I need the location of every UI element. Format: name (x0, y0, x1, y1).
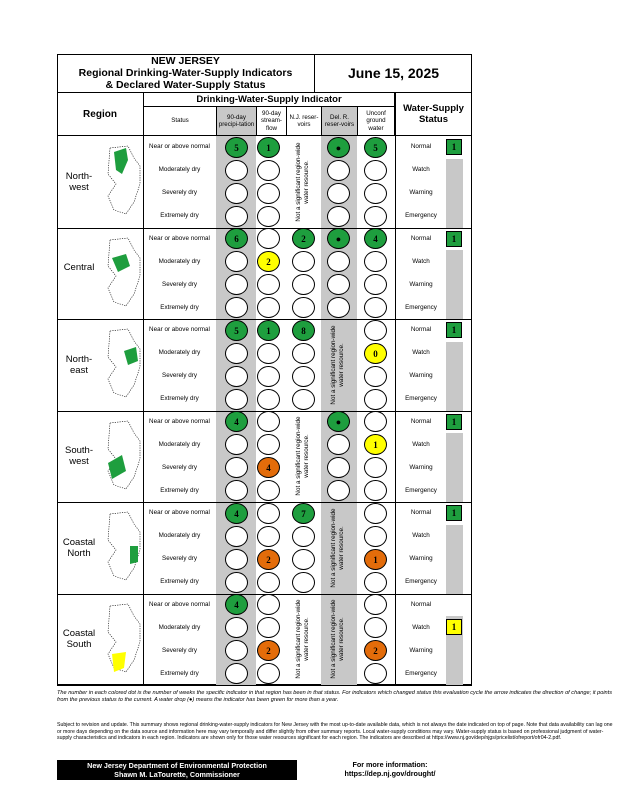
wss-label: Emergency (405, 304, 437, 311)
groundwater-col-header: Unconf ground water (357, 107, 395, 136)
region-name: Coastal North (62, 537, 96, 559)
indicator-dot (364, 297, 387, 318)
indicator-dot (225, 160, 248, 181)
indicator-dot (257, 503, 280, 524)
indicator-dot (364, 526, 387, 547)
status-label: Moderately dry (158, 624, 201, 631)
status-label: Extremely dry (160, 212, 199, 219)
indicator-dot (225, 480, 248, 501)
indicator-dot (364, 183, 387, 204)
indicator-dot (364, 320, 387, 341)
indicator-dot (327, 457, 350, 478)
status-label: Moderately dry (158, 349, 201, 356)
status-label: Extremely dry (160, 395, 199, 402)
status-label: Moderately dry (158, 441, 201, 448)
water-supply-status-badge: 1 (446, 231, 462, 247)
status-label: Extremely dry (160, 670, 199, 677)
status-label: Near or above normal (149, 143, 210, 150)
region-map-icon (104, 144, 142, 216)
indicator-dot (364, 411, 387, 432)
status-label: Moderately dry (158, 532, 201, 539)
wss-label: Emergency (405, 395, 437, 402)
not-significant-note: Not a significant region-wide water resource. (330, 508, 345, 588)
indicator-dot (327, 251, 350, 272)
wss-label: Warning (409, 555, 433, 562)
indicator-dot: 5 (225, 137, 248, 158)
indicator-dot (327, 480, 350, 501)
indicator-dot (364, 480, 387, 501)
indicator-dot (257, 297, 280, 318)
wss-label: Normal (410, 601, 432, 608)
indicator-dot: 0 (364, 343, 387, 364)
status-label: Severely dry (162, 647, 197, 654)
water-supply-status-badge: 1 (446, 505, 462, 521)
status-label: Near or above normal (149, 235, 210, 242)
wss-label: Normal (410, 509, 432, 516)
wss-label: Emergency (405, 578, 437, 585)
status-label: Near or above normal (149, 509, 210, 516)
indicator-dot (364, 274, 387, 295)
indicator-dot (364, 160, 387, 181)
indicator-dot (225, 183, 248, 204)
wss-label: Watch (412, 349, 430, 356)
indicator-dot (257, 411, 280, 432)
indicator-dot (292, 389, 315, 410)
status-label: Moderately dry (158, 258, 201, 265)
status-label: Near or above normal (149, 326, 210, 333)
wss-label: Emergency (405, 670, 437, 677)
indicator-dot (364, 206, 387, 227)
dws-indicator-header: Drinking-Water-Supply Indicator (143, 93, 395, 107)
status-label: Severely dry (162, 555, 197, 562)
wss-label: Watch (412, 532, 430, 539)
indicator-dot (327, 434, 350, 455)
indicator-dot (225, 366, 248, 387)
indicator-dot (257, 663, 280, 684)
indicator-dot (364, 594, 387, 615)
status-label: Severely dry (162, 281, 197, 288)
indicator-dot (225, 251, 248, 272)
indicator-dot (327, 206, 350, 227)
not-significant-note: Not a significant region-wide water resource. (295, 142, 310, 222)
indicator-dot (292, 366, 315, 387)
status-label: Near or above normal (149, 601, 210, 608)
indicator-dot: 2 (292, 228, 315, 249)
indicator-dot: 4 (225, 594, 248, 615)
indicator-dot (292, 549, 315, 570)
wss-label: Warning (409, 189, 433, 196)
region-name: Central (63, 262, 95, 273)
indicator-dot (225, 663, 248, 684)
indicator-dot (225, 274, 248, 295)
wss-label: Warning (409, 372, 433, 379)
region-map-icon (104, 419, 142, 491)
status-label: Extremely dry (160, 304, 199, 311)
indicator-dot (225, 297, 248, 318)
indicator-dot (257, 480, 280, 501)
indicator-dot: 1 (257, 320, 280, 341)
indicator-dot (225, 526, 248, 547)
indicator-dot: 1 (257, 137, 280, 158)
indicator-dot (257, 434, 280, 455)
indicator-dot (364, 251, 387, 272)
region-name: North- east (65, 354, 93, 376)
indicator-dot (225, 343, 248, 364)
region-map-icon (104, 327, 142, 399)
indicator-dot: 7 (292, 503, 315, 524)
indicator-dot: ● (327, 228, 350, 249)
indicator-dot: 4 (257, 457, 280, 478)
indicator-dot (225, 572, 248, 593)
indicator-dot (364, 572, 387, 593)
status-label: Severely dry (162, 464, 197, 471)
disclaimer: Subject to revision and update. This summary shows regional drinking-water-supply indicators for New Jersey with the most up-to-date available data, which is not always the date indicated on top of page. Note that data availability can lag one or more days depending on the data source and information here may vary temporally and differ slightly from other summary reports. Local water-supply conditions may vary. Water-supply status is based on professional judgment of water-supply characteristics and indicators in each region. Indicators are shown only for those water resources significant for each region. The indicators are described at https://www.nj.gov/dep/njgs/pricelist/ofreport/ofr04-2.pdf. (57, 722, 613, 742)
indicator-dot: 6 (225, 228, 248, 249)
indicator-dot (257, 160, 280, 181)
indicator-dot (257, 572, 280, 593)
indicator-dot (292, 526, 315, 547)
status-label: Severely dry (162, 189, 197, 196)
indicator-dot (257, 594, 280, 615)
indicator-dot (225, 549, 248, 570)
indicator-dot (225, 206, 248, 227)
report-date: June 15, 2025 (315, 54, 472, 93)
region-map-icon (104, 510, 142, 582)
indicator-dot: 4 (225, 411, 248, 432)
indicator-dot (257, 183, 280, 204)
region-header: Region (57, 93, 143, 136)
indicator-dot: 2 (257, 640, 280, 661)
wss-label: Normal (410, 418, 432, 425)
indicator-dot (327, 274, 350, 295)
indicator-dot: 8 (292, 320, 315, 341)
wss-label: Normal (410, 235, 432, 242)
status-label: Near or above normal (149, 418, 210, 425)
indicator-dot (327, 297, 350, 318)
status-col-header: Status (143, 107, 216, 136)
wss-label: Normal (410, 326, 432, 333)
region-name: North- west (65, 171, 93, 193)
not-significant-note: Not a significant region-wide water resource. (295, 599, 310, 679)
wss-label: Emergency (405, 487, 437, 494)
indicator-dot (257, 617, 280, 638)
region-name: South- west (65, 445, 93, 467)
indicator-dot (225, 389, 248, 410)
region-name: Coastal South (62, 628, 96, 650)
page-title: NEW JERSEY Regional Drinking-Water-Supply Indicators & Declared Water-Supply Status (57, 54, 315, 93)
status-label: Extremely dry (160, 578, 199, 585)
nj-reservoirs-col-header: N.J. reser-voirs (286, 107, 321, 136)
water-supply-status-badge: 1 (446, 414, 462, 430)
not-significant-note: Not a significant region-wide water resource. (295, 416, 310, 496)
indicator-dot: 2 (364, 640, 387, 661)
indicator-dot (364, 389, 387, 410)
indicator-dot: 2 (257, 549, 280, 570)
status-label: Severely dry (162, 372, 197, 379)
wss-label: Emergency (405, 212, 437, 219)
indicator-dot: 4 (364, 228, 387, 249)
indicator-dot (225, 640, 248, 661)
region-map-icon (104, 602, 142, 674)
indicator-dot (364, 617, 387, 638)
indicator-dot: 5 (225, 320, 248, 341)
indicator-dot (257, 526, 280, 547)
indicator-dot (364, 366, 387, 387)
indicator-dot (327, 160, 350, 181)
footnote: The number in each colored dot is the number of weeks the specific indicator in that region has been in that status. For indicators which changed status this evaluation cycle the arrow indicates the direction of change; it points from the previous status to the current. A water drop (●) means the indicator has been green for more than a year. (57, 690, 613, 703)
indicator-dot: ● (327, 411, 350, 432)
region-map-icon (104, 236, 142, 308)
indicator-dot (364, 503, 387, 524)
indicator-dot (292, 572, 315, 593)
agency-banner: New Jersey Department of Environmental Protection Shawn M. LaTourette, Commissioner (57, 760, 297, 780)
more-info: For more information: https://dep.nj.gov/drought/ (330, 760, 450, 778)
del-reservoirs-col-header: Del. R. reser-voirs (321, 107, 357, 136)
indicator-dot (292, 274, 315, 295)
indicator-dot (257, 343, 280, 364)
indicator-dot (257, 274, 280, 295)
wss-label: Warning (409, 464, 433, 471)
indicator-dot (257, 228, 280, 249)
indicator-dot: ● (327, 137, 350, 158)
indicator-dot (225, 434, 248, 455)
indicator-dot (257, 206, 280, 227)
indicator-dot (257, 366, 280, 387)
wss-label: Warning (409, 647, 433, 654)
status-label: Extremely dry (160, 487, 199, 494)
indicator-dot (225, 457, 248, 478)
more-info-link[interactable]: https://dep.nj.gov/drought/ (344, 769, 436, 778)
wss-label: Normal (410, 143, 432, 150)
indicator-dot (364, 457, 387, 478)
indicator-dot: 4 (225, 503, 248, 524)
not-significant-note: Not a significant region-wide water resource. (330, 599, 345, 679)
indicator-dot (364, 663, 387, 684)
indicator-dot: 2 (257, 251, 280, 272)
wss-label: Watch (412, 166, 430, 173)
not-significant-note: Not a significant region-wide water resource. (330, 325, 345, 405)
indicator-dot: 1 (364, 434, 387, 455)
water-supply-status-badge: 1 (446, 139, 462, 155)
indicator-dot: 1 (364, 549, 387, 570)
water-supply-status-badge: 1 (446, 619, 462, 635)
indicator-dot (327, 183, 350, 204)
wss-label: Warning (409, 281, 433, 288)
indicator-dot (225, 617, 248, 638)
water-supply-status-header: Water-Supply Status (395, 93, 472, 136)
wss-label: Watch (412, 258, 430, 265)
status-label: Moderately dry (158, 166, 201, 173)
wss-label: Watch (412, 624, 430, 631)
indicator-dot: 5 (364, 137, 387, 158)
water-supply-status-badge: 1 (446, 322, 462, 338)
indicator-dot (292, 251, 315, 272)
indicator-dot (292, 297, 315, 318)
indicator-dot (257, 389, 280, 410)
streamflow-col-header: 90-day stream-flow (256, 107, 286, 136)
indicator-dot (292, 343, 315, 364)
wss-label: Watch (412, 441, 430, 448)
precip-col-header: 90-day precipi-tation (216, 107, 256, 136)
